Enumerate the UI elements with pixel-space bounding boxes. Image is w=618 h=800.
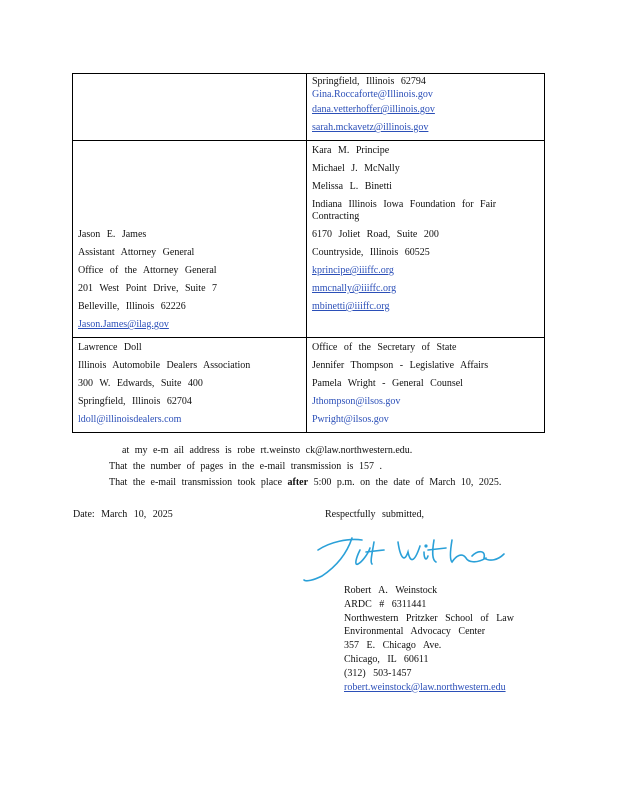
transmission-time-paragraph [109,477,589,488]
signature-line: Northwestern Pritzker School of Law [344,612,514,624]
service-list-body [73,74,545,433]
transmission-time-text: That the e-mail transmission took place [109,477,283,488]
respectfully-submitted: Respectfully submitted, [325,509,424,520]
signature-line: 357 E. Chicago Ave. [344,640,442,652]
signature-lines [344,584,514,681]
email-link[interactable]: Jason.James@ilag.gov [78,319,169,330]
signature-line: Chicago, IL 60611 [344,653,429,665]
service-cell-left [73,141,307,338]
email-link[interactable]: Pwright@ilsos.gov [312,414,389,425]
address-line: Illinois Automobile Dealers Association [78,360,251,371]
address-line: Lawrence Doll [78,342,142,353]
signature-line: ARDC # 6311441 [344,598,427,610]
email-link[interactable]: Jthompson@ilsos.gov [312,396,401,407]
address-line: 201 West Point Drive, Suite 7 [78,283,218,294]
address-line: Jennifer Thompson - Legislative Affairs [312,360,489,371]
email-address-paragraph: at my e-m ail address is robe rt.weinsto ck@law.northwestern.edu. [122,445,413,456]
service-cell-right [307,141,545,338]
address-line: 6170 Joliet Road, Suite 200 [312,229,439,240]
address-line: Kara M. Principe [312,145,390,156]
page-count-paragraph: That the number of pages in the e-mail transmission is 157 . [109,461,382,472]
address-line: Indiana Illinois Iowa Foundation for Fair Contracting [312,199,497,222]
service-cell-left [73,338,307,433]
service-list-table [72,73,545,433]
date-line: Date: March 10, 2025 [73,509,173,520]
address-line: Belleville, Illinois 62226 [78,301,186,312]
address-line: Melissa L. Binetti [312,181,392,192]
service-cell-right [307,74,545,141]
service-row [73,74,545,141]
email-link[interactable]: Gina.Roccaforte@Illinois.gov [312,89,433,100]
transmission-time-tail: 5:00 p.m. on the date of March 10, 2025. [313,477,502,488]
signature-icon [300,528,510,591]
address-line: Countryside, Illinois 60525 [312,247,430,258]
email-link[interactable]: mbinetti@iiiffc.org [312,301,390,312]
signer-email-link[interactable]: robert.weinstock@law.northwestern.edu [344,681,506,693]
address-line: Office of the Attorney General [78,265,217,276]
email-link[interactable]: dana.vetterhoffer@illinois.gov [312,104,435,115]
service-row [73,141,545,338]
address-line: Office of the Secretary of State [312,342,457,353]
signature-line: Environmental Advocacy Center [344,626,486,638]
address-line: Michael J. McNally [312,163,400,174]
transmission-time-bold: after [287,477,309,488]
service-row [73,338,545,433]
signature-line: (312) 503-1457 [344,667,412,679]
address-line: Pamela Wright - General Counsel [312,378,463,389]
email-link[interactable]: mmcnally@iiiffc.org [312,283,397,294]
signature-line: Robert A. Weinstock [344,585,438,596]
signature-block [344,584,514,694]
address-line: Springfield, Illinois 62704 [78,396,192,407]
email-link[interactable]: sarah.mckavetz@illinois.gov [312,122,429,133]
service-cell-right [307,338,545,433]
address-line: Jason E. James [78,229,147,240]
service-cell-left [73,74,307,141]
address-line: 300 W. Edwards, Suite 400 [78,378,203,389]
email-link[interactable]: ldoll@illinoisdealers.com [78,414,182,425]
address-line: Springfield, Illinois 62794 [312,76,426,87]
email-link[interactable]: kprincipe@iiiffc.org [312,265,394,276]
address-line: Assistant Attorney General [78,247,195,258]
